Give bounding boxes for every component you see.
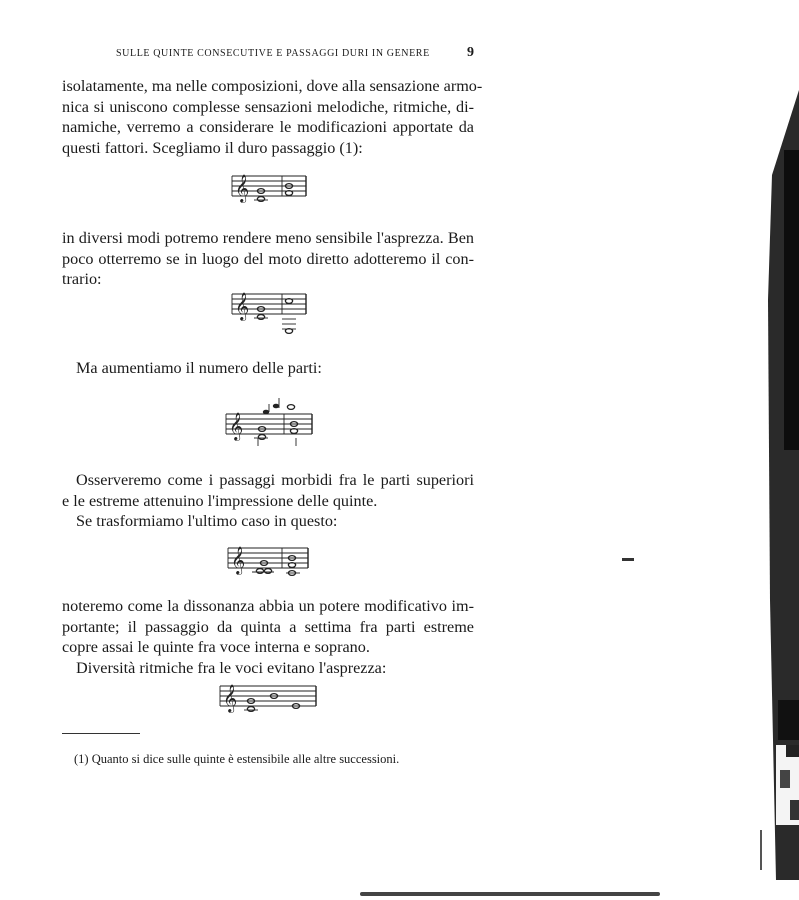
scan-edge-artifact	[740, 0, 799, 900]
paragraph-4	[62, 470, 474, 532]
text-line: isolatamente, ma nelle composizioni, dove alla sensazione armo-	[62, 77, 483, 95]
svg-text:𝄞: 𝄞	[231, 546, 246, 574]
footnote: (1) Quanto si dice sulle quinte è estensibile alle altre successioni.	[74, 752, 400, 766]
paragraph-5	[62, 596, 474, 678]
text-line: Se trasformiamo l'ultimo caso in questo:	[76, 512, 338, 530]
running-header	[116, 45, 474, 60]
running-title: SULLE QUINTE CONSECUTIVE E PASSAGGI DURI IN GENERE	[116, 48, 430, 59]
text-line: namiche, verremo a considerare le modificazioni apportate da	[62, 118, 474, 136]
svg-text:𝄞: 𝄞	[223, 684, 238, 712]
text-line: Ma aumentiamo il numero delle parti:	[76, 359, 322, 377]
text-line: poco otterremo se in luogo del moto diretto adotteremo il con-	[62, 249, 474, 268]
paragraph-1	[62, 76, 483, 158]
text-line: Diversità ritmiche fra le voci evitano l'asprezza:	[76, 658, 387, 677]
text-line: trario:	[62, 270, 102, 288]
music-example-3	[222, 394, 316, 450]
text-line: in diversi modi potremo rendere meno sensibile l'asprezza. Ben	[62, 229, 474, 247]
text-line: copre assai le quinte fra voce interna e soprano.	[62, 638, 370, 656]
svg-text:𝄞: 𝄞	[235, 292, 250, 320]
music-example-4	[224, 542, 312, 582]
music-example-1	[228, 170, 310, 206]
text-line: Osserveremo come i passaggi morbidi fra le parti superiori	[76, 471, 474, 489]
text-line: nica si uniscono complesse sensazioni melodiche, ritmiche, di-	[62, 97, 474, 116]
music-example-2	[228, 288, 310, 336]
music-example-5	[216, 680, 320, 718]
paragraph-2	[62, 228, 474, 290]
text-line: questi fattori. Scegliamo il duro passaggio (1):	[62, 138, 363, 157]
text-line: portante; il passaggio da quinta a settima fra parti estreme	[62, 617, 474, 636]
page-number: 9	[467, 45, 474, 60]
scan-bottom-edge	[360, 892, 660, 896]
scan-speck	[622, 558, 634, 561]
footnote-divider	[62, 733, 140, 734]
svg-text:𝄞: 𝄞	[229, 412, 244, 440]
text-line: noteremo come la dissonanza abbia un potere modificativo im-	[62, 597, 474, 615]
text-line: e le estreme attenuino l'impressione delle quinte.	[62, 491, 378, 510]
paragraph-3	[62, 358, 474, 379]
svg-text:𝄞: 𝄞	[235, 174, 250, 202]
